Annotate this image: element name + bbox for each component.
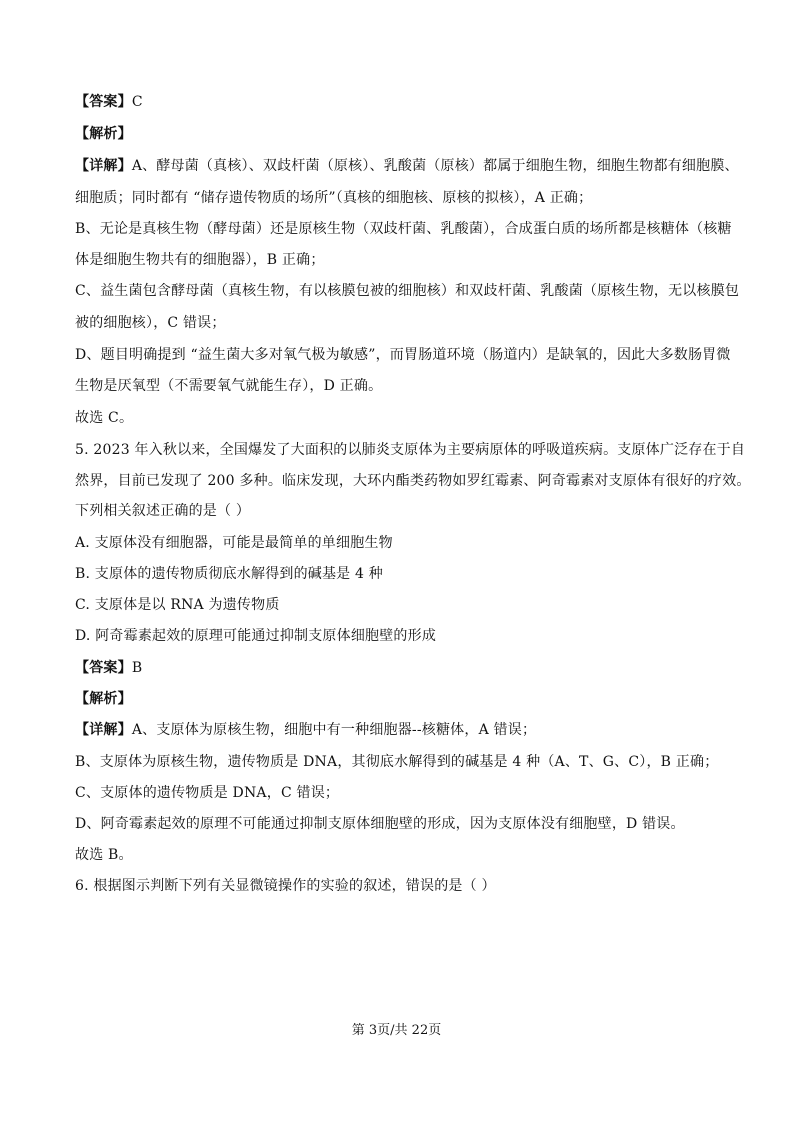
q5-detail-line-1: B、支原体为原核生物，遗传物质是 DNA，其彻底水解得到的碱基是 4 种（A、T、G、C），B 正确； — [75, 754, 719, 770]
detail-tag: 【详解】 — [75, 158, 132, 174]
q5-stem-line-1: 然界，目前已发现了 200 多种。临床发现，大环内酯类药物如罗红霉素、阿奇霉素对支原体有很好的疗效。 — [75, 473, 751, 489]
q4-detail-line-7: 生物是厌氧型（不需要氧气就能生存），D 正确。 — [75, 378, 383, 394]
q5-detail-line-0: 【详解】A、支原体为原核生物，细胞中有一种细胞器--核糖体，A 错误； — [75, 722, 537, 738]
q4-detail-line-4: C、益生菌包含酵母菌（真核生物，有以核膜包被的细胞核）和双歧杆菌、乳酸菌（原核生物，无以核膜包 — [75, 283, 740, 299]
q5-conclusion: 故选 B。 — [75, 847, 133, 863]
q5-option-c: C. 支原体是以 RNA 为遗传物质 — [75, 597, 280, 613]
q4-analysis-tag: 【解析】 — [75, 126, 132, 142]
q5-analysis-tag: 【解析】 — [75, 691, 132, 707]
page-footer: 第 3页/共 22页 — [351, 1023, 442, 1038]
detail-tag: 【详解】 — [75, 722, 132, 738]
q5-option-d: D. 阿奇霉素起效的原理可能通过抑制支原体细胞壁的形成 — [75, 628, 437, 644]
q5-stem-line-0: 5. 2023 年入秋以来，全国爆发了大面积的以肺炎支原体为主要病原体的呼吸道疾病。支原体广泛存在于自 — [75, 442, 746, 458]
q5-option-b: B. 支原体的遗传物质彻底水解得到的碱基是 4 种 — [75, 566, 383, 582]
q4-detail-line-2: B、无论是真核生物（酵母菌）还是原核生物（双歧杆菌、乳酸菌），合成蛋白质的场所都是核糖体（核糖 — [75, 221, 732, 237]
q4-answer-line — [75, 92, 143, 112]
q4-detail-line-1: 细胞质；同时都有 “储存遗传物质的场所”（真核的细胞核、原核的拟核），A 正确； — [75, 190, 593, 206]
q4-detail-line-0: 【详解】A、酵母菌（真核）、双歧杆菌（原核）、乳酸菌（原核）都属于细胞生物，细胞生物都有细胞膜、 — [75, 158, 739, 174]
q5-detail-line-2: C、支原体的遗传物质是 DNA，C 错误； — [75, 785, 340, 801]
q5-option-a: A. 支原体没有细胞器，可能是最简单的单细胞生物 — [75, 535, 393, 551]
q4-detail-line-5: 被的细胞核），C 错误； — [75, 315, 226, 331]
q5-answer-line — [75, 658, 142, 678]
q5-detail-line-3: D、阿奇霉素起效的原理不可能通过抑制支原体细胞壁的形成，因为支原体没有细胞壁，D 错误。 — [75, 816, 685, 832]
answer-tag: 【答案】 — [75, 94, 132, 110]
q4-detail-line-3: 体是细胞生物共有的细胞器），B 正确； — [75, 252, 325, 268]
q6-stem: 6. 根据图示判断下列有关显微镜操作的实验的叙述，错误的是（ ） — [75, 878, 496, 894]
q5-stem-line-2: 下列相关叙述正确的是（ ） — [75, 503, 251, 519]
q4-conclusion: 故选 C。 — [75, 410, 134, 426]
answer-value: B — [131, 660, 143, 676]
q4-detail-line-6: D、题目明确提到 “益生菌大多对氧气极为敏感”，而胃肠道环境（肠道内）是缺氧的，因此大多数肠胃微 — [75, 347, 731, 363]
answer-tag: 【答案】 — [75, 660, 132, 676]
answer-value: C — [131, 94, 143, 110]
